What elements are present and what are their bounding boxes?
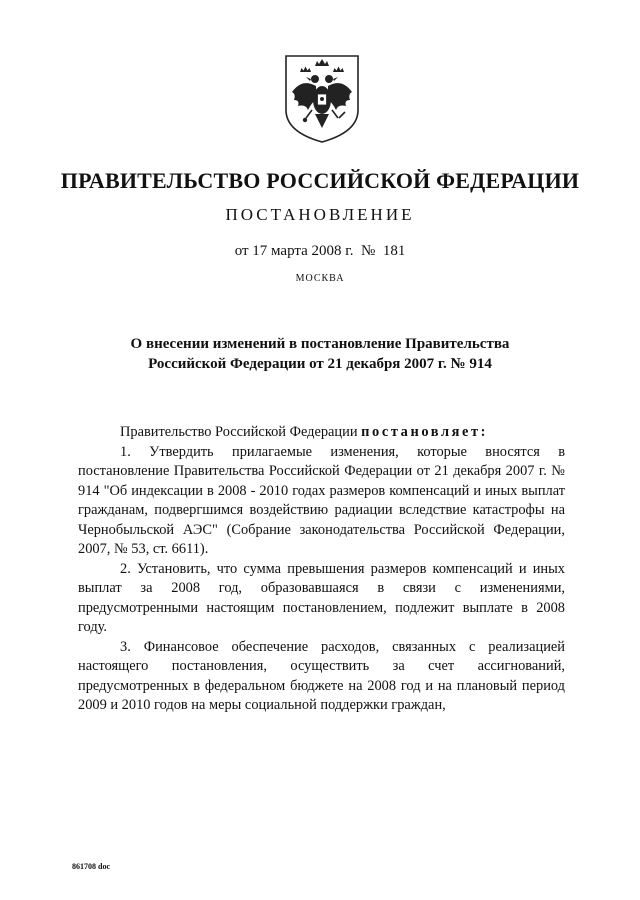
body-paragraph: 1. Утвердить прилагаемые изменения, которые вносятся в постановление Правительства Российской Федерации от 21 декабря 2007 г. № 914 "Об индексации в 2008 - 2010 годах размеров компенсаций и иных выплат гражданам, подвергшимся воздействию радиации вследствие катастрофы на Чернобыльской АЭС" (Собрание законодательства Российской Федерации, 2007, № 53, ст. 6611). (78, 443, 565, 557)
document-type: ПОСТАНОВЛЕНИЕ (225, 205, 415, 224)
subject-line: О внесении изменений в постановление Правительства (130, 336, 510, 352)
document-subject (100, 334, 540, 374)
document-city: МОСКВА (295, 273, 345, 284)
intro-line (78, 423, 565, 443)
intro-text: Правительство Российской Федерации (120, 424, 362, 440)
subject-line: Российской Федерации от 21 декабря 2007 г. № 914 (148, 356, 492, 372)
decree-word: постановляет: (361, 424, 489, 440)
document-date-number: от 17 марта 2008 г. № 181 (234, 243, 406, 259)
body-paragraph: 3. Финансовое обеспечение расходов, связанных с реализацией настоящего постановления, осуществить за счет ассигнований, предусмотренных в федеральном бюджете на 2008 год и на плановый период 2009 и 2010 годов на меры социальной поддержки граждан, (78, 638, 565, 713)
russian-coat-of-arms-icon (282, 52, 362, 144)
body-paragraph: 2. Установить, что сумма превышения размеров компенсаций и иных выплат за 2008 год, образовавшаяся в связи с изменениями, предусмотренными настоящим постановлением, подлежит выплате в 2008 году. (78, 560, 565, 635)
document-code: 861708 doc (72, 862, 110, 871)
government-title: ПРАВИТЕЛЬСТВО РОССИЙСКОЙ ФЕДЕРАЦИИ (60, 168, 580, 193)
document-body (78, 423, 565, 716)
